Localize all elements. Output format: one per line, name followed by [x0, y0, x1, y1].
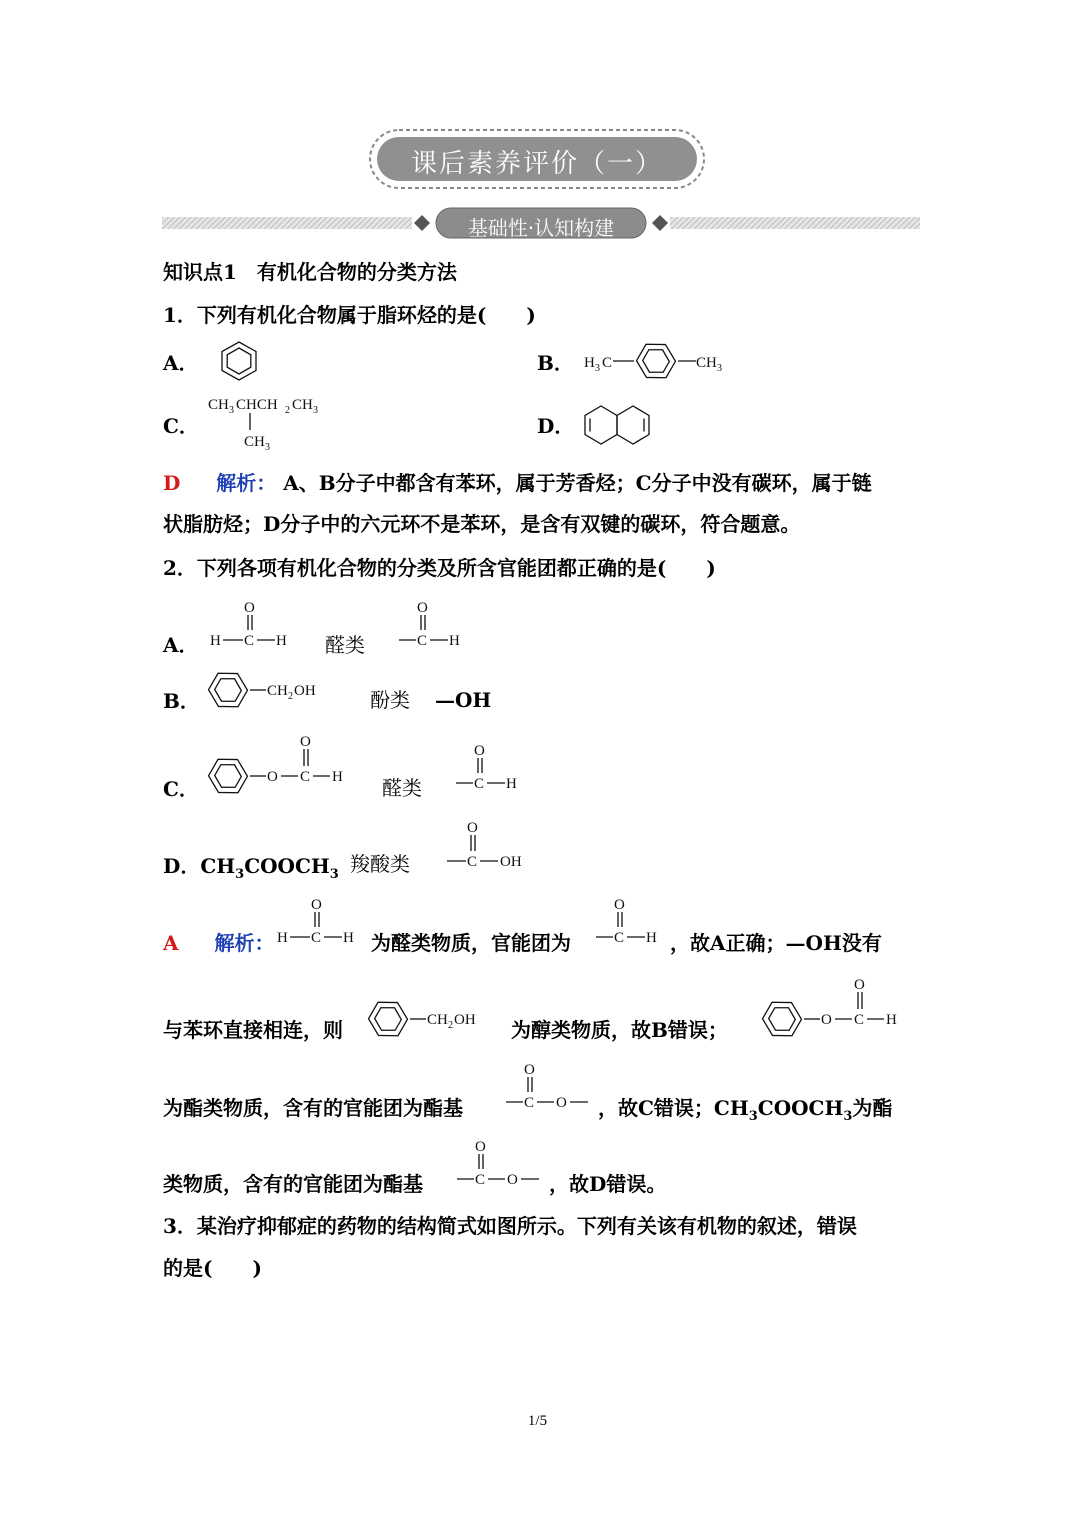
- svg-text:O: O: [474, 743, 485, 759]
- svg-text:O: O: [614, 897, 625, 913]
- section-banner: [162, 206, 920, 240]
- aldehyde-group-structure-analysis: [594, 894, 668, 950]
- q3-stem-line-2: 的是( ): [163, 1256, 262, 1280]
- svg-text:H: H: [886, 1012, 897, 1028]
- q2-analysis-3a: 为酯类物质，含有的官能团为酯基: [163, 1096, 463, 1120]
- p-xylene-structure: [584, 340, 734, 384]
- svg-text:O: O: [311, 897, 322, 913]
- svg-text:C: C: [475, 1172, 486, 1188]
- q1-answer: D: [163, 471, 181, 495]
- benzyl-alcohol-structure: [206, 669, 346, 713]
- q2-analysis-1a: 为醛类物质，官能团为: [371, 931, 571, 955]
- svg-text:CH: CH: [244, 434, 265, 450]
- q2-option-c-label: C．: [163, 777, 199, 801]
- svg-text:OH: OH: [500, 854, 522, 870]
- svg-text:C: C: [524, 1095, 535, 1111]
- svg-text:2: 2: [285, 405, 290, 416]
- svg-text:CHCH: CHCH: [236, 397, 278, 413]
- phenyl-formate-structure: [206, 731, 356, 801]
- q1-option-a-label: A．: [163, 351, 199, 375]
- q2-a-class: 醛类: [325, 633, 365, 657]
- svg-text:C: C: [311, 930, 322, 946]
- q2-analysis-3-tail: ，故C错误；$CH_3COOCH_3$为酯: [598, 1096, 893, 1124]
- title-badge: [368, 128, 706, 190]
- formaldehyde-structure-analysis: [277, 894, 361, 950]
- svg-text:3: 3: [265, 442, 270, 453]
- svg-text:O: O: [417, 600, 428, 616]
- page-title: 课后素养评价（一）: [410, 149, 663, 179]
- benzyl-alcohol-structure-analysis: [366, 998, 506, 1042]
- svg-text:O: O: [524, 1062, 535, 1078]
- svg-text:C: C: [602, 355, 613, 371]
- svg-text:H: H: [277, 930, 288, 946]
- q1-analysis-text-1: A、B分子中都含有苯环，属于芳香烃；C分子中没有碳环，属于链: [283, 471, 872, 495]
- svg-text:3: 3: [313, 405, 318, 416]
- q2-b-class: 酚类: [370, 688, 410, 712]
- svg-text:2: 2: [288, 691, 293, 702]
- q2-analysis-1-tail: ，故A正确；—OH没有: [670, 931, 882, 955]
- svg-text:CH: CH: [427, 1012, 448, 1028]
- aldehyde-group-structure: [397, 597, 471, 653]
- svg-text:H: H: [449, 633, 460, 649]
- q2-answer: A: [163, 931, 179, 955]
- q1-option-d-label: D．: [537, 414, 575, 438]
- svg-text:C: C: [467, 854, 478, 870]
- isopentane-structure: [208, 393, 368, 455]
- q2-analysis-4b: ，故D错误。: [549, 1172, 667, 1196]
- svg-text:CH: CH: [267, 683, 288, 699]
- q1-option-c-label: C．: [163, 414, 199, 438]
- q2-option-d-label: D．$CH_3COOCH_3$: [163, 854, 339, 882]
- q1-analysis-line-2: 状脂肪烃；D分子中的六元环不是苯环，是含有双键的碳环，符合题意。: [163, 512, 801, 536]
- svg-text:O: O: [854, 977, 865, 993]
- svg-text:O: O: [475, 1139, 486, 1155]
- svg-text:H: H: [584, 355, 595, 371]
- tetrahydronaphthalene-structure: [582, 404, 654, 448]
- q1-option-b-label: B．: [537, 351, 574, 375]
- svg-text:CH: CH: [696, 355, 717, 371]
- svg-text:O: O: [267, 769, 278, 785]
- q2-option-a-label: A．: [163, 633, 199, 657]
- svg-text:H: H: [332, 769, 343, 785]
- q2-b-group: —OH: [435, 688, 492, 712]
- svg-text:H: H: [343, 930, 354, 946]
- q2-analysis-label: 解析：: [214, 931, 275, 955]
- svg-text:H: H: [506, 776, 517, 792]
- svg-text:O: O: [556, 1095, 567, 1111]
- ester-group-structure-2: [455, 1136, 547, 1192]
- svg-text:O: O: [507, 1172, 518, 1188]
- formaldehyde-structure: [210, 597, 294, 653]
- svg-text:C: C: [614, 930, 625, 946]
- q2-analysis-2b: 为醇类物质，故B错误；: [511, 1018, 728, 1042]
- benzene-structure: [218, 340, 260, 382]
- svg-text:3: 3: [229, 405, 234, 416]
- svg-text:2: 2: [448, 1020, 453, 1031]
- svg-text:C: C: [474, 776, 485, 792]
- q1-stem: 1．下列有机化合物属于脂环烃的是( ): [163, 303, 536, 327]
- q3-stem-line-1: 3．某治疗抑郁症的药物的结构简式如图所示。下列有关该有机物的叙述，错误: [163, 1214, 857, 1238]
- section-banner-label: 基础性·认知构建: [467, 216, 615, 240]
- svg-text:O: O: [244, 600, 255, 616]
- svg-text:O: O: [467, 820, 478, 836]
- q2-analysis-4a: 类物质，含有的官能团为酯基: [163, 1172, 423, 1196]
- page-number: 1/5: [527, 1413, 548, 1429]
- q1-analysis-label: 解析：: [216, 471, 277, 495]
- svg-text:C: C: [854, 1012, 865, 1028]
- q2-analysis-2a: 与苯环直接相连，则: [163, 1018, 343, 1042]
- svg-text:3: 3: [595, 363, 600, 374]
- carboxyl-group-structure: [445, 817, 537, 875]
- svg-text:O: O: [821, 1012, 832, 1028]
- svg-text:H: H: [276, 633, 287, 649]
- phenyl-formate-structure-analysis: [760, 974, 910, 1044]
- q1-analysis-line-1: [163, 473, 872, 493]
- svg-text:3: 3: [717, 363, 722, 374]
- svg-text:O: O: [300, 734, 311, 750]
- svg-text:OH: OH: [294, 683, 316, 699]
- knowledge-point-heading: 知识点1 有机化合物的分类方法: [163, 260, 457, 284]
- svg-text:H: H: [646, 930, 657, 946]
- svg-text:CH: CH: [292, 397, 313, 413]
- svg-text:H: H: [210, 633, 221, 649]
- svg-text:C: C: [244, 633, 255, 649]
- q2-d-class: 羧酸类: [350, 852, 410, 876]
- ester-group-structure: [504, 1059, 596, 1115]
- svg-text:CH: CH: [208, 397, 229, 413]
- q2-analysis-start: [163, 933, 274, 953]
- svg-text:C: C: [300, 769, 311, 785]
- aldehyde-group-structure-c: [454, 740, 528, 796]
- q2-option-b-label: B．: [163, 689, 200, 713]
- q2-stem: 2．下列各项有机化合物的分类及所含官能团都正确的是( ): [163, 556, 716, 580]
- svg-text:C: C: [417, 633, 428, 649]
- q2-c-class: 醛类: [382, 776, 422, 800]
- svg-text:OH: OH: [454, 1012, 476, 1028]
